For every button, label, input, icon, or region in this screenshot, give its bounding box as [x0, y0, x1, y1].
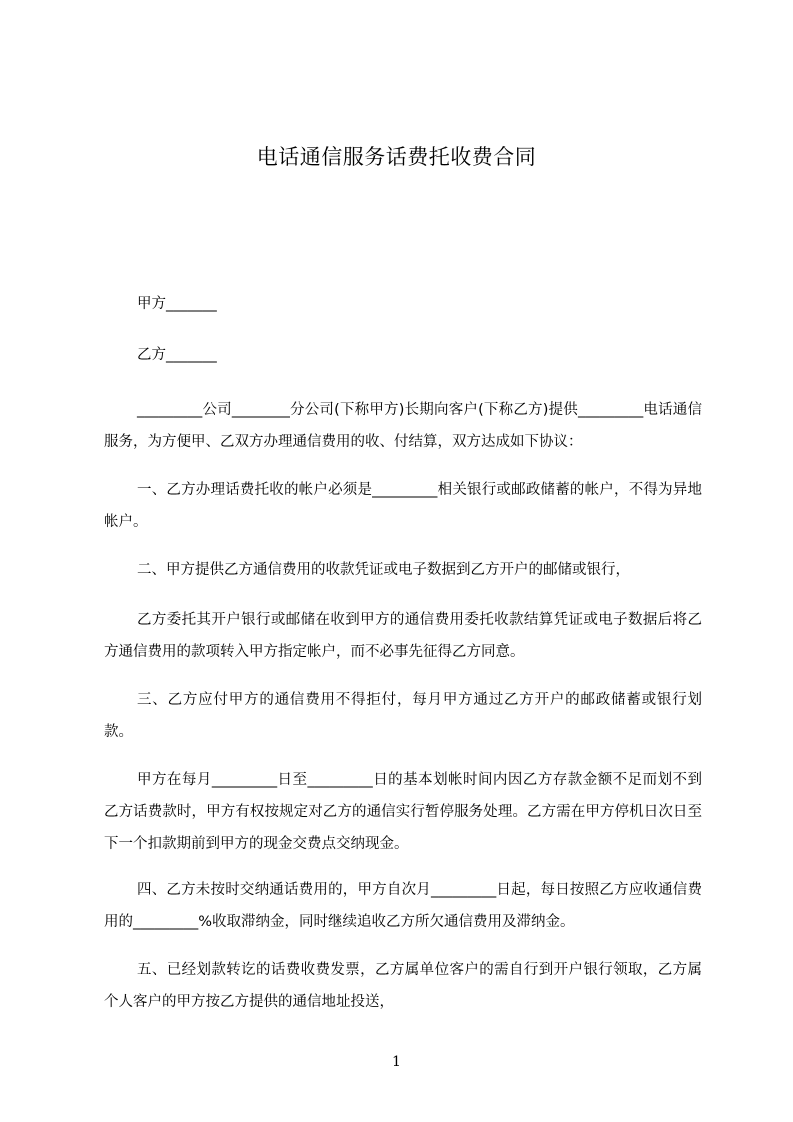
clause-4: 四、乙方未按时交纳通话费用的，甲方自次月_________日起，每日按照乙方应收通信费用的_________%收取滞纳金，同时继续追收乙方所欠通信费用及滞纳金。	[104, 882, 702, 930]
clause-1: 一、乙方办理话费托收的帐户必须是_________相关银行或邮政储蓄的帐户，不得为异地帐户。	[104, 482, 702, 530]
intro-paragraph: _________公司________分公司(下称甲方)长期向客户(下称乙方)提供_________电话通信服务，为方便甲、乙双方办理通信费用的收、付结算，双方达成如下协议：	[104, 402, 702, 450]
clause-3: 三、乙方应付甲方的通信费用不得拒付，每月甲方通过乙方开户的邮政储蓄或银行划款。	[104, 692, 702, 740]
document-title: 电话通信服务话费托收费合同	[256, 145, 537, 169]
clause-2: 二、甲方提供乙方通信费用的收款凭证或电子数据到乙方开户的邮储或银行，	[137, 562, 630, 578]
party-a-line: 甲方_______	[137, 296, 217, 312]
page-number: 1	[392, 1054, 401, 1070]
clause-5: 五、已经划款转讫的话费收费发票，乙方属单位客户的需自行到开户银行领取，乙方属个人客户的甲方按乙方提供的通信地址投送，	[104, 962, 702, 1010]
party-b-line: 乙方_______	[137, 347, 217, 363]
clause-3-continued: 甲方在每月_________日至_________日的基本划帐时间内因乙方存款金额不足而划不到乙方话费款时，甲方有权按规定对乙方的通信实行暂停服务处理。乙方需在甲方停机日次日至下一个扣款期前到甲方的现金交费点交纳现金。	[104, 772, 702, 852]
clause-2-continued: 乙方委托其开户银行或邮储在收到甲方的通信费用委托收款结算凭证或电子数据后将乙方通信费用的款项转入甲方指定帐户，而不必事先征得乙方同意。	[104, 612, 702, 660]
